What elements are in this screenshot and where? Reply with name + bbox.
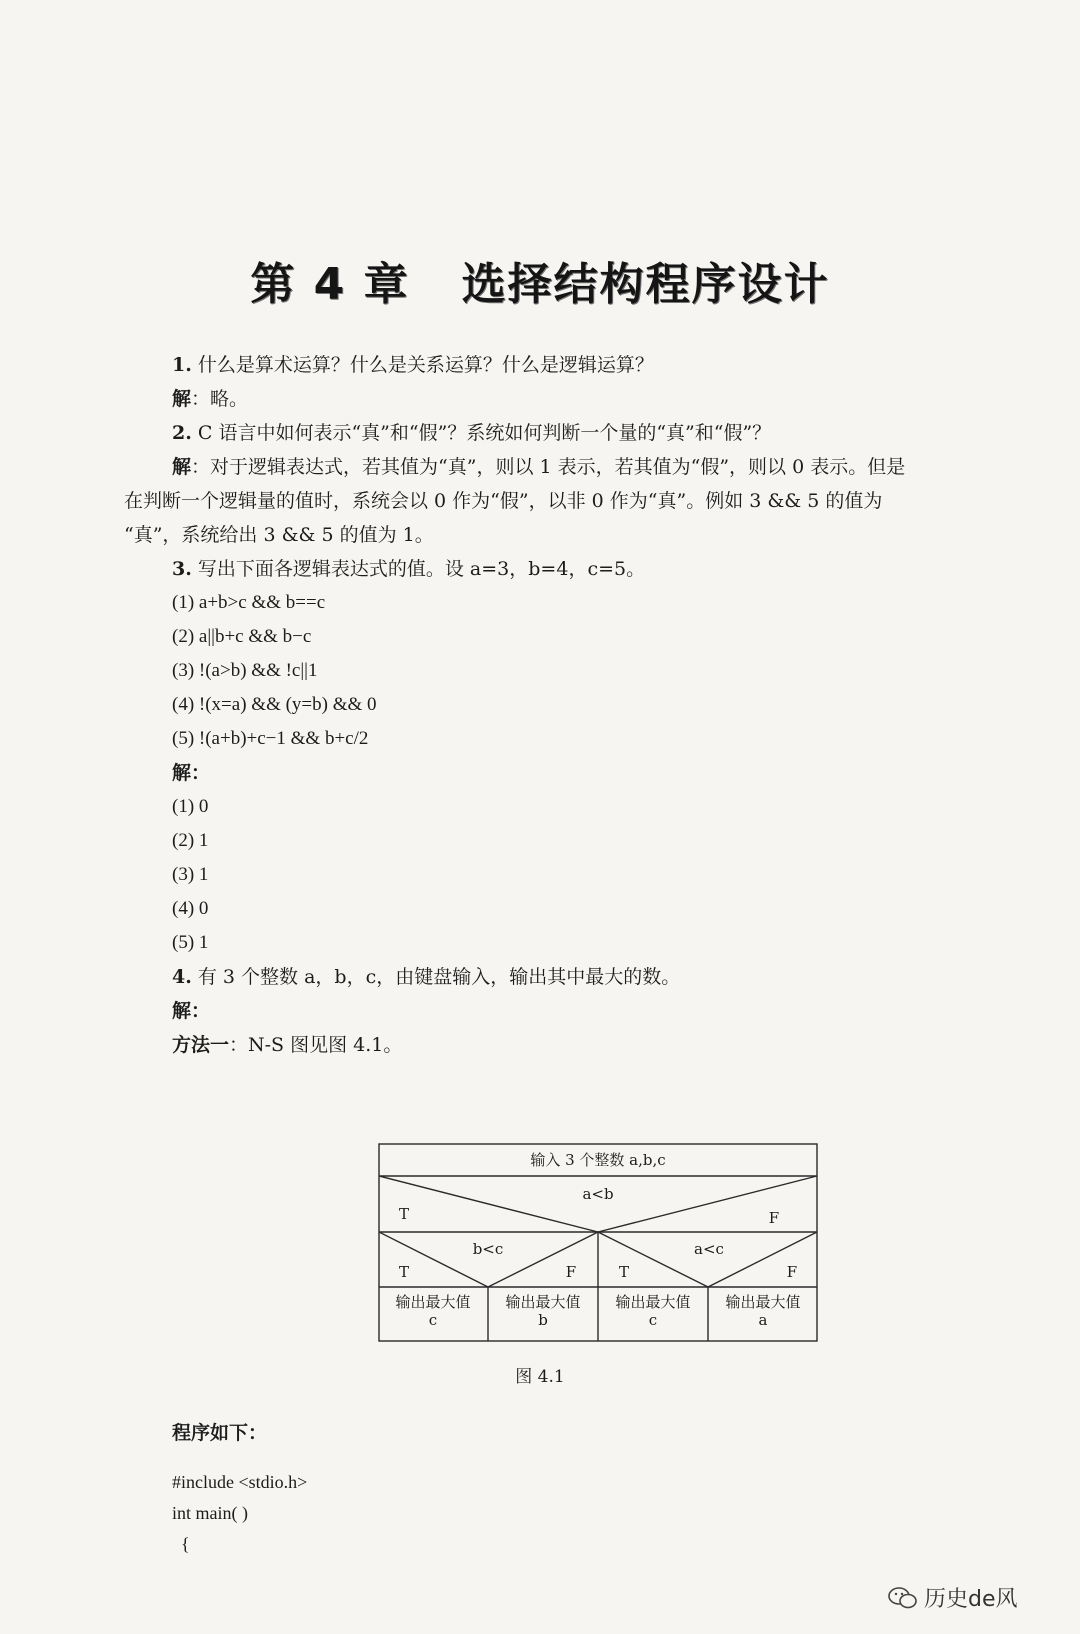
question-1: 1. 什么是算术运算？什么是关系运算？什么是逻辑运算？ bbox=[172, 354, 654, 376]
code-line: #include <stdio.h> bbox=[172, 1472, 308, 1492]
code-line: int main( ) bbox=[172, 1503, 248, 1523]
ns-true-left: T bbox=[398, 1263, 409, 1281]
answer-4-label: 解： bbox=[172, 1000, 211, 1022]
ns-true-top: T bbox=[398, 1205, 409, 1223]
q3-item: (5) !(a+b)+c−1 && b+c/2 bbox=[172, 728, 369, 749]
a3-item: (5) 1 bbox=[172, 932, 209, 953]
ns-false-top: F bbox=[768, 1209, 780, 1227]
ns-cond-right: a<c bbox=[694, 1240, 724, 1258]
ns-diagram bbox=[378, 1143, 818, 1343]
watermark bbox=[888, 1582, 1018, 1613]
q3-item: (1) a+b>c && b==c bbox=[172, 592, 326, 613]
ns-output-3: 输出最大值 c bbox=[615, 1293, 691, 1329]
answer-2-line-2: 在判断一个逻辑量的值时，系统会以 0 作为“假”，以非 0 作为“真”。例如 3 && 5 的值为 bbox=[124, 490, 883, 512]
ns-output-1: 输出最大值 c bbox=[395, 1293, 471, 1329]
ns-output-2: 输出最大值 b bbox=[505, 1293, 581, 1329]
ns-cond-left: b<c bbox=[472, 1240, 504, 1258]
figure-caption: 图 4.1 bbox=[515, 1367, 565, 1387]
ns-cond-top: a<b bbox=[582, 1185, 614, 1203]
question-3: 3. 写出下面各逻辑表达式的值。设 a=3，b=4，c=5。 bbox=[172, 558, 646, 580]
answer-2-line-1: 解：对于逻辑表达式，若其值为“真”，则以 1 表示，若其值为“假”，则以 0 表示。但是 bbox=[172, 456, 906, 478]
ns-false-right: F bbox=[786, 1263, 798, 1281]
a3-item: (1) 0 bbox=[172, 796, 209, 817]
watermark-text: 历史de风 bbox=[924, 1587, 1018, 1612]
question-4: 4. 有 3 个整数 a，b，c，由键盘输入，输出其中最大的数。 bbox=[172, 966, 681, 988]
chapter-title bbox=[0, 248, 1080, 312]
a3-item: (4) 0 bbox=[172, 898, 209, 919]
answer-1: 解：略。 bbox=[172, 388, 249, 410]
q3-item: (3) !(a>b) && !c||1 bbox=[172, 660, 318, 681]
method-1: 方法一：N-S 图见图 4.1。 bbox=[172, 1034, 403, 1056]
program-heading: 程序如下： bbox=[172, 1422, 268, 1444]
a3-item: (3) 1 bbox=[172, 864, 209, 885]
chapter-number: 第 4 章 bbox=[250, 259, 410, 310]
code-line: { bbox=[172, 1534, 190, 1554]
ns-cond-top-right-diag bbox=[598, 1176, 817, 1232]
answer-3-label: 解： bbox=[172, 762, 211, 784]
wechat-icon bbox=[888, 1587, 918, 1609]
answer-2-line-3: “真”，系统给出 3 && 5 的值为 1。 bbox=[124, 524, 434, 546]
chapter-name: 选择结构程序设计 bbox=[461, 259, 830, 310]
ns-cond-top-left-diag bbox=[379, 1176, 598, 1232]
q3-item: (4) !(x=a) && (y=b) && 0 bbox=[172, 694, 377, 715]
question-2: 2. C 语言中如何表示“真”和“假”？系统如何判断一个量的“真”和“假”？ bbox=[172, 422, 772, 444]
ns-true-right: T bbox=[618, 1263, 629, 1281]
ns-output-4: 输出最大值 a bbox=[725, 1293, 801, 1329]
q3-item: (2) a||b+c && b−c bbox=[172, 626, 312, 647]
a3-item: (2) 1 bbox=[172, 830, 209, 851]
ns-false-left: F bbox=[565, 1263, 577, 1281]
ns-input-box: 输入 3 个整数 a,b,c bbox=[530, 1151, 666, 1169]
